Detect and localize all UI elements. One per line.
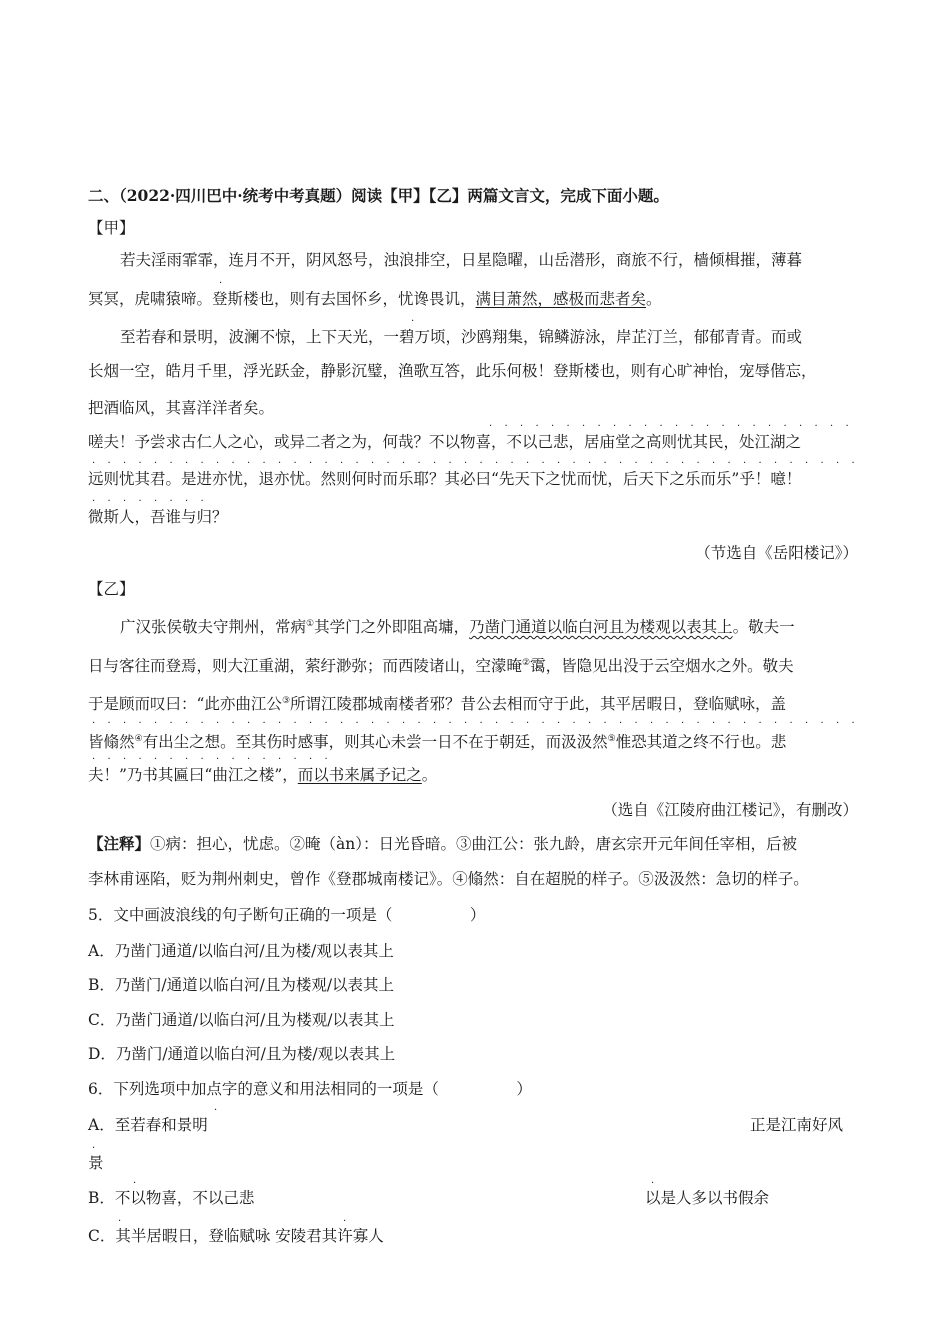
emphasis-dot: ·	[278, 754, 282, 765]
emphasis-dot: ·	[706, 421, 710, 432]
emphasis-dot-row	[88, 755, 328, 765]
jia-label: 【甲】	[88, 219, 135, 237]
emphasis-dot: ·	[278, 458, 282, 469]
emphasis-dot: ·	[216, 458, 220, 469]
emphasis-dot: ·	[665, 718, 669, 729]
yi-line1-text-b: 其学门之外即阻高墉，	[314, 618, 470, 637]
emphasis-dot: ·	[340, 458, 344, 469]
emphasis-dot: ·	[820, 718, 824, 729]
jia-source: （节选自《岳阳楼记》）	[695, 544, 858, 562]
emphasis-dot: ·	[727, 458, 731, 469]
emphasis-dot: ·	[278, 718, 282, 729]
emphasis-dot: ·	[619, 718, 623, 729]
jia-p1-line1: 若夫淫雨霏霏，连月不开，阴风怒号，浊浪排空，日星隐曜，山岳潜形，商旅不行，樯倾楫摧，薄暮	[120, 251, 803, 269]
emphasis-dot: ·	[743, 718, 747, 729]
emphasis-dot: ·	[402, 458, 406, 469]
yi-line5	[88, 765, 437, 785]
emphasis-dot: ·	[743, 458, 747, 469]
emphasis-dot: ·	[154, 754, 158, 765]
emphasis-dot: ·	[526, 458, 530, 469]
footnote-marker-1: ①	[306, 619, 315, 629]
emphasis-dot: ·	[783, 421, 787, 432]
emphasis-dot: ·	[371, 718, 375, 729]
emphasis-dot: ·	[355, 458, 359, 469]
emphasis-dot: ·	[845, 421, 849, 432]
underlined-sentence-yi: 而以书来属予记之	[297, 766, 422, 784]
yi-line3-text-a: 于是顾而叹曰：“此亦曲江公	[88, 695, 282, 714]
emphasis-dot: ·	[495, 458, 499, 469]
emphasis-dot: ·	[216, 718, 220, 729]
jia-p3-line2: 远则忧其君。是进亦忧，退亦忧。然则何时而乐耶？其必曰“先天下之忧而忧，后天下之乐而乐”乎！噫！	[88, 470, 802, 488]
emphasis-dot: ·	[324, 718, 328, 729]
yi-line4	[88, 729, 786, 752]
emphasis-dot: ·	[92, 458, 96, 469]
footnote-marker-3: ③	[281, 696, 291, 706]
emphasis-dot: ·	[675, 421, 679, 432]
emphasis-dot: ·	[805, 718, 809, 729]
emphasis-dot: ·	[799, 421, 803, 432]
emphasis-dot: ·	[644, 421, 648, 432]
emphasis-dot: ·	[758, 458, 762, 469]
emphasis-dot: ·	[247, 458, 251, 469]
q6-option-a-wrap: 景	[88, 1154, 104, 1172]
emphasis-dot: ·	[154, 458, 158, 469]
emphasis-dot: ·	[448, 458, 452, 469]
emphasis-dot: ·	[309, 458, 313, 469]
q5-option-d[interactable]: D．乃凿门/通道以临白河/且为楼/观以表其上	[88, 1045, 396, 1063]
emphasis-dot: ·	[479, 718, 483, 729]
emphasis-dot: ·	[417, 718, 421, 729]
emphasis-dot: ·	[293, 754, 297, 765]
jia-p1-line2-text: 冥冥，虎啸猿啼。登斯楼也，则有去国怀乡，忧谗畏讥，	[88, 290, 476, 308]
emphasis-dot: ·	[572, 718, 576, 729]
emphasis-dot: ·	[737, 421, 741, 432]
footnote-marker-5: ⑤	[607, 734, 616, 744]
emphasis-dot: ·	[219, 278, 223, 289]
emphasis-dot: ·	[123, 718, 127, 729]
emphasis-dot: ·	[343, 1216, 347, 1227]
emphasis-dot: ·	[417, 458, 421, 469]
emphasis-dot: ·	[169, 496, 173, 507]
emphasis-dot: ·	[510, 458, 514, 469]
yi-line2-text-a: 日与客往而登焉，则大江重湖，萦纡渺弥；而西陵诸山，空濛晻	[88, 657, 523, 676]
emphasis-dot: ·	[696, 458, 700, 469]
emphasis-dot-row	[88, 497, 208, 507]
jia-p1-line2	[88, 289, 662, 309]
emphasis-dot: ·	[613, 421, 617, 432]
emphasis-dot: ·	[123, 458, 127, 469]
emphasis-dot: ·	[489, 421, 493, 432]
emphasis-dot: ·	[541, 458, 545, 469]
yi-line1	[120, 614, 795, 637]
emphasis-dot: ·	[814, 421, 818, 432]
emphasis-dot: ·	[541, 718, 545, 729]
q5-option-a[interactable]: A．乃凿门通道/以临白河/且为楼/观以表其上	[88, 942, 394, 960]
jia-p3-line3: 微斯人，吾谁与归？	[88, 508, 228, 526]
emphasis-dot: ·	[231, 458, 235, 469]
emphasis-dot: ·	[138, 458, 142, 469]
emphasis-dot: ·	[690, 421, 694, 432]
footnote-marker-4: ④	[134, 734, 143, 744]
emphasis-dot: ·	[820, 458, 824, 469]
yi-line2	[88, 653, 794, 676]
emphasis-dot: ·	[433, 458, 437, 469]
emphasis-dot: ·	[696, 718, 700, 729]
emphasis-dot: ·	[107, 496, 111, 507]
q5-option-b[interactable]: B．乃凿门/通道以临白河/且为楼观/以表其上	[88, 976, 395, 994]
emphasis-dot: ·	[371, 458, 375, 469]
yi-line2-text-b: 霭，皆隐见出没于云空烟水之外。敬夫	[530, 657, 794, 676]
emphasis-dot: ·	[588, 718, 592, 729]
yi-line3	[88, 691, 786, 714]
emphasis-dot: ·	[789, 718, 793, 729]
emphasis-dot: ·	[200, 718, 204, 729]
emphasis-dot: ·	[603, 718, 607, 729]
emphasis-dot: ·	[247, 718, 251, 729]
emphasis-dot: ·	[185, 458, 189, 469]
section-heading: 二、（2022·四川巴中·统考中考真题）阅读【甲】【乙】两篇文言文，完成下面小题。	[88, 186, 669, 205]
emphasis-dot: ·	[309, 718, 313, 729]
emphasis-dot: ·	[510, 718, 514, 729]
emphasis-dot: ·	[324, 754, 328, 765]
emphasis-dot: ·	[433, 718, 437, 729]
q6-option-c[interactable]: C．其半居暇日，登临赋咏 安陵君其许寡人	[88, 1227, 384, 1245]
emphasis-dot: ·	[830, 421, 834, 432]
emphasis-dot: ·	[138, 496, 142, 507]
emphasis-dot: ·	[138, 718, 142, 729]
emphasis-dot: ·	[411, 316, 415, 327]
emphasis-dot: ·	[836, 458, 840, 469]
emphasis-dot: ·	[479, 458, 483, 469]
yi-line1-text-c: 。敬夫一	[732, 618, 795, 637]
emphasis-dot: ·	[464, 458, 468, 469]
emphasis-dot: ·	[386, 458, 390, 469]
emphasis-dot: ·	[214, 1105, 218, 1116]
footnote-marker-2: ②	[522, 658, 531, 668]
emphasis-dot: ·	[185, 754, 189, 765]
notes-line1	[88, 834, 797, 854]
emphasis-dot: ·	[768, 421, 772, 432]
emphasis-dot: ·	[200, 458, 204, 469]
emphasis-dot: ·	[597, 421, 601, 432]
emphasis-dot: ·	[123, 496, 127, 507]
yi-line5-text-a: 夫！”乃书其匾曰“曲江之楼”，	[88, 766, 298, 784]
emphasis-dot: ·	[154, 496, 158, 507]
yi-line4-text-b: 有出尘之想。至其伤时感事，则其心未尝一日不在于朝廷，而汲汲然	[142, 733, 608, 752]
yi-line1-text-a: 广汉张侯敬夫守荆州，常病	[120, 618, 307, 637]
emphasis-dot: ·	[324, 458, 328, 469]
emphasis-dot: ·	[262, 718, 266, 729]
emphasis-dot: ·	[588, 458, 592, 469]
emphasis-dot: ·	[520, 421, 524, 432]
yi-line5-text-c: 。	[421, 766, 438, 784]
emphasis-dot: ·	[774, 458, 778, 469]
q6-option-a-right: 正是江南好风	[750, 1116, 844, 1134]
emphasis-dot: ·	[557, 458, 561, 469]
emphasis-dot: ·	[123, 754, 127, 765]
yi-line4-text-a: 皆翛然	[88, 733, 135, 752]
emphasis-dot: ·	[185, 496, 189, 507]
notes-label: 【注释】	[88, 834, 151, 853]
emphasis-dot: ·	[293, 458, 297, 469]
notes-text-1: ①病：担心，忧虑。②晻（àn）：日光昏暗。③曲江公：张九龄，唐玄宗开元年间任宰相，后被	[150, 835, 797, 853]
emphasis-dot: ·	[551, 421, 555, 432]
emphasis-dot: ·	[247, 754, 251, 765]
emphasis-dot: ·	[107, 458, 111, 469]
emphasis-dot: ·	[464, 718, 468, 729]
emphasis-dot: ·	[681, 458, 685, 469]
yi-label: 【乙】	[88, 580, 135, 598]
emphasis-dot: ·	[169, 718, 173, 729]
emphasis-dot: ·	[262, 754, 266, 765]
emphasis-dot: ·	[582, 421, 586, 432]
emphasis-dot: ·	[650, 458, 654, 469]
emphasis-dot: ·	[107, 754, 111, 765]
q6-option-b[interactable]: B．不以物喜，不以己悲	[88, 1189, 255, 1207]
emphasis-dot: ·	[92, 754, 96, 765]
emphasis-dot: ·	[355, 718, 359, 729]
emphasis-dot: ·	[200, 754, 204, 765]
emphasis-dot: ·	[309, 754, 313, 765]
emphasis-dot: ·	[557, 718, 561, 729]
yi-source: （选自《江陵府曲江楼记》，有删改）	[602, 801, 858, 819]
q5-option-c[interactable]: C．乃凿门通道/以临白河/且为楼观/以表其上	[88, 1011, 395, 1029]
notes-line2: 李林甫诬陷，贬为荆州刺史，曾作《登郡城南楼记》。④翛然：自在超脱的样子。⑤汲汲然：急切的样子。	[88, 870, 809, 888]
emphasis-dot: ·	[758, 718, 762, 729]
emphasis-dot: ·	[659, 421, 663, 432]
emphasis-dot: ·	[712, 458, 716, 469]
emphasis-dot: ·	[727, 718, 731, 729]
emphasis-dot: ·	[721, 421, 725, 432]
emphasis-dot: ·	[851, 718, 855, 729]
emphasis-dot: ·	[634, 458, 638, 469]
jia-p2-line2: 长烟一空，皓月千里，浮光跃金，静影沉璧，渔歌互答，此乐何极！登斯楼也，则有心旷神怡，宠辱偕忘，	[88, 362, 817, 380]
emphasis-dot: ·	[572, 458, 576, 469]
emphasis-dot: ·	[92, 1143, 96, 1154]
emphasis-dot: ·	[262, 458, 266, 469]
q6-option-b-right: 以是人多以书假余	[645, 1189, 770, 1207]
emphasis-dot: ·	[526, 718, 530, 729]
emphasis-dot: ·	[448, 718, 452, 729]
emphasis-dot: ·	[535, 421, 539, 432]
emphasis-dot: ·	[603, 458, 607, 469]
emphasis-dot: ·	[92, 718, 96, 729]
emphasis-dot: ·	[138, 754, 142, 765]
jia-p2-line3: 把酒临风，其喜洋洋者矣。	[88, 399, 275, 417]
emphasis-dot: ·	[231, 718, 235, 729]
underlined-sentence: 满目萧然，感极而悲者矣	[475, 290, 647, 308]
wavy-underlined-sentence: 乃凿门通道以临白河且为楼观以表其上	[469, 618, 733, 637]
jia-p2-line1: 至若春和景明，波澜不惊，上下天光，一碧万顷，沙鸥翔集，锦鳞游泳，岸芷汀兰，郁郁青青。而或	[120, 328, 803, 346]
emphasis-dot: ·	[651, 1178, 655, 1189]
emphasis-dot: ·	[805, 458, 809, 469]
emphasis-dot: ·	[169, 754, 173, 765]
emphasis-dot: ·	[185, 718, 189, 729]
emphasis-dot: ·	[169, 458, 173, 469]
emphasis-dot: ·	[386, 718, 390, 729]
emphasis-dot: ·	[107, 718, 111, 729]
emphasis-dot: ·	[712, 718, 716, 729]
emphasis-dot: ·	[133, 1178, 137, 1189]
emphasis-dot: ·	[789, 458, 793, 469]
emphasis-dot: ·	[231, 754, 235, 765]
emphasis-dot: ·	[495, 718, 499, 729]
emphasis-dot: ·	[752, 421, 756, 432]
emphasis-dot: ·	[619, 458, 623, 469]
emphasis-dot: ·	[836, 718, 840, 729]
emphasis-dot-row	[485, 422, 857, 432]
q5-stem: 5．文中画波浪线的句子断句正确的一项是（ ）	[88, 906, 486, 924]
emphasis-dot: ·	[566, 421, 570, 432]
q6-option-a[interactable]: A．至若春和景明	[88, 1116, 208, 1134]
emphasis-dot: ·	[634, 718, 638, 729]
emphasis-dot: ·	[628, 421, 632, 432]
yi-line4-text-c: 惟恐其道之终不行也。悲	[615, 733, 787, 752]
emphasis-dot: ·	[851, 458, 855, 469]
emphasis-dot: ·	[154, 718, 158, 729]
q6-stem: 6．下列选项中加点字的意义和用法相同的一项是（ ）	[88, 1080, 532, 1098]
emphasis-dot: ·	[681, 718, 685, 729]
emphasis-dot: ·	[774, 718, 778, 729]
emphasis-dot: ·	[92, 496, 96, 507]
emphasis-dot-row	[88, 459, 858, 469]
emphasis-dot: ·	[504, 421, 508, 432]
jia-p1-line2-end: 。	[646, 290, 662, 308]
emphasis-dot: ·	[402, 718, 406, 729]
jia-p3-line1: 嗟夫！予尝求古仁人之心，或异二者之为，何哉？不以物喜，不以己悲，居庙堂之高则忧其民，处江湖之	[88, 433, 802, 451]
emphasis-dot: ·	[650, 718, 654, 729]
emphasis-dot: ·	[665, 458, 669, 469]
emphasis-dot-row	[88, 719, 858, 729]
emphasis-dot: ·	[118, 1216, 122, 1227]
emphasis-dot: ·	[200, 496, 204, 507]
yi-line3-text-b: 所谓江陵郡城南楼者邪？昔公去相而守于此，其平居暇日，登临赋咏，盖	[290, 695, 787, 714]
emphasis-dot: ·	[293, 718, 297, 729]
emphasis-dot: ·	[340, 718, 344, 729]
emphasis-dot: ·	[216, 754, 220, 765]
